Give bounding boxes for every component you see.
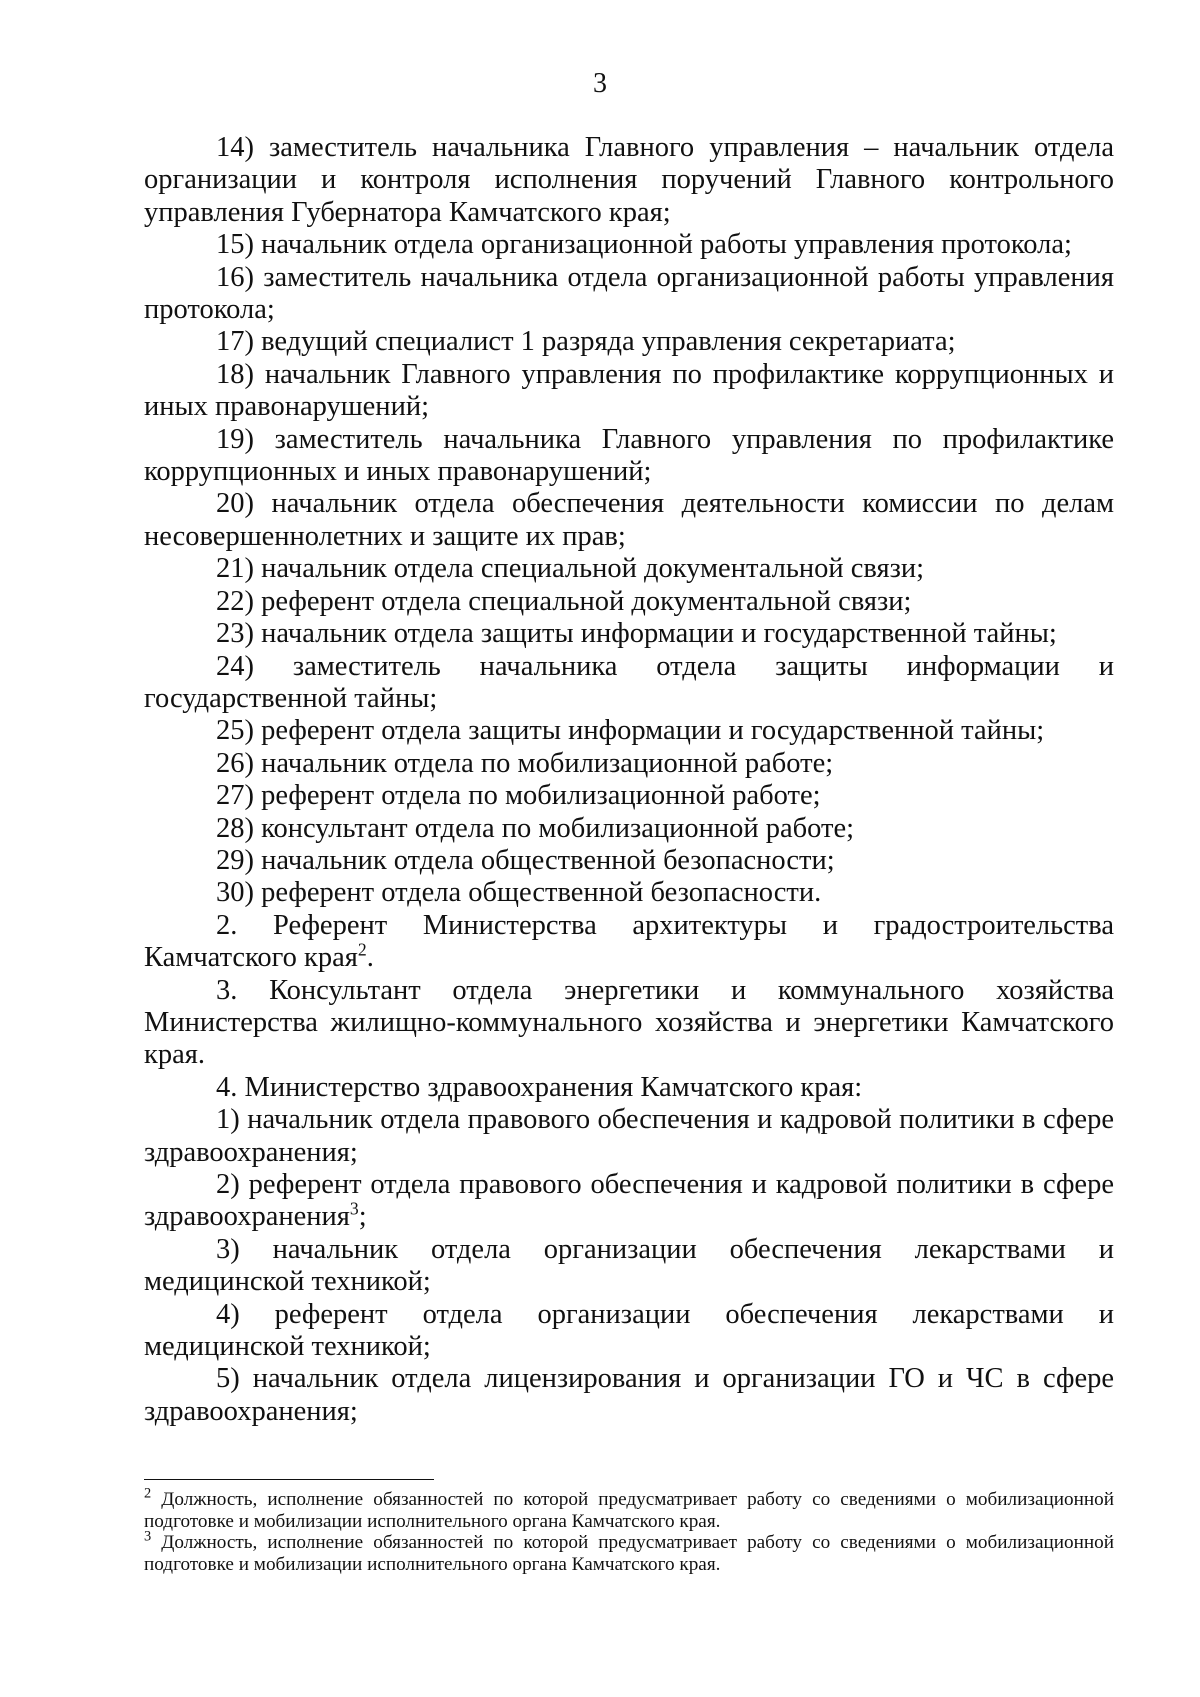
- list-item: 20) начальник отдела обеспечения деятельности комиссии по делам несовершеннолетних и защите их прав;: [144, 488, 1114, 552]
- list-item: 2. Референт Министерства архитектуры и градостроительства Камчатского края$^2$.: [144, 909, 1114, 974]
- document-body: [144, 132, 1114, 1428]
- list-item: 17) ведущий специалист 1 разряда управления секретариата;: [216, 326, 956, 358]
- footnote-mark: 2: [144, 1485, 152, 1502]
- footnote-reference[interactable]: 3: [349, 1198, 359, 1219]
- list-item: 28) консультант отдела по мобилизационной работе;: [216, 812, 855, 844]
- list-item: 2) референт отдела правового обеспечения и кадровой политики в сфере здравоохранения$^3$;: [144, 1169, 1114, 1233]
- list-item: 14) заместитель начальника Главного управления – начальник отдела организации и контроля исполнения поручений Главного контрольного управления Губернатора Камчатского края;: [144, 132, 1114, 228]
- list-item: 16) заместитель начальника отдела организационной работы управления протокола;: [144, 261, 1114, 326]
- list-item: 23) начальник отдела защиты информации и государственной тайны;: [216, 618, 1057, 650]
- footnote: $^3$ Должность, исполнение обязанностей по которой предусматривает работу со сведениями о мобилизационной подготовке и мобилизации исполнительного органа Камчатского края.: [144, 1528, 1114, 1575]
- list-item: 1) начальник отдела правового обеспечения и кадровой политики в сфере здравоохранения;: [144, 1104, 1114, 1168]
- section-heading: 4. Министерство здравоохранения Камчатского края:: [216, 1071, 863, 1103]
- list-item: 29) начальник отдела общественной безопасности;: [216, 844, 835, 876]
- list-item: 4) референт отдела организации обеспечения лекарствами и медицинской техникой;: [144, 1298, 1114, 1363]
- list-item: 5) начальник отдела лицензирования и организации ГО и ЧС в сфере здравоохранения;: [144, 1363, 1114, 1427]
- footnote: $^2$ Должность, исполнение обязанностей по которой предусматривает работу со сведениями о мобилизационной подготовке и мобилизации исполнительного органа Камчатского края.: [144, 1485, 1114, 1532]
- list-item: 22) референт отдела специальной документальной связи;: [216, 585, 912, 617]
- list-item: 27) референт отдела по мобилизационной работе;: [216, 780, 821, 812]
- list-item: 3) начальник отдела организации обеспечения лекарствами и медицинской техникой;: [144, 1233, 1114, 1298]
- footnote-mark: 3: [144, 1528, 152, 1545]
- list-item: 26) начальник отдела по мобилизационной работе;: [216, 747, 834, 779]
- page-number: 3: [593, 68, 607, 99]
- list-item: 18) начальник Главного управления по профилактике коррупционных и иных правонарушений;: [144, 358, 1114, 423]
- footnote-separator: [144, 1479, 434, 1480]
- list-item: 21) начальник отдела специальной документальной связи;: [216, 553, 925, 585]
- list-item: 24) заместитель начальника отдела защиты информации и государственной тайны;: [144, 650, 1114, 714]
- footnotes: [144, 1485, 1114, 1575]
- list-item: 3. Консультант отдела энергетики и коммунального хозяйства Министерства жилищно-коммунального хозяйства и энергетики Камчатского края.: [144, 974, 1114, 1071]
- footnote-reference[interactable]: 2: [357, 939, 367, 960]
- list-item: 25) референт отдела защиты информации и государственной тайны;: [216, 715, 1045, 747]
- list-item: 19) заместитель начальника Главного управления по профилактике коррупционных и иных правонарушений;: [144, 423, 1114, 488]
- list-item: 15) начальник отдела организационной работы управления протокола;: [216, 229, 1072, 261]
- list-item: 30) референт отдела общественной безопасности.: [216, 877, 822, 909]
